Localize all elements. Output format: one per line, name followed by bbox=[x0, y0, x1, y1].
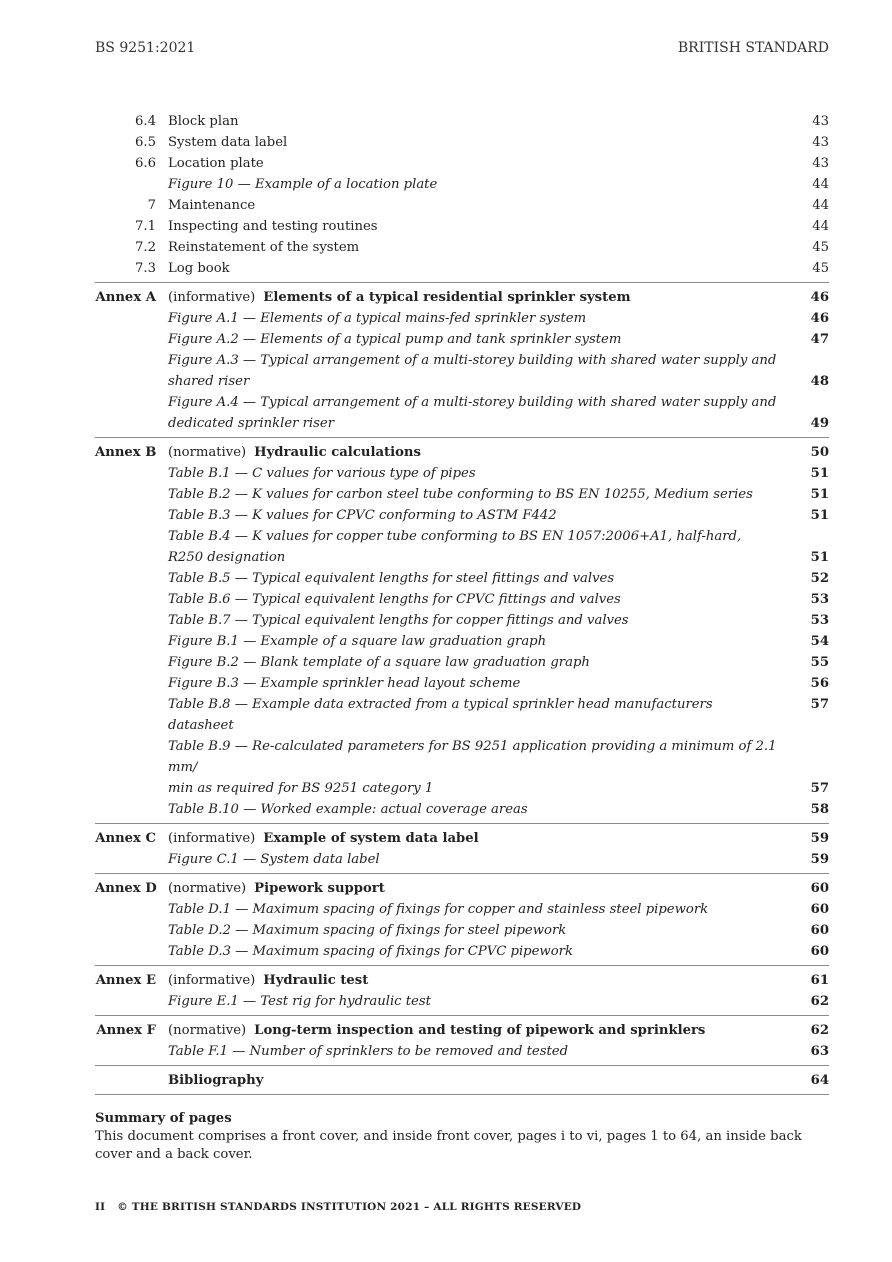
toc-entry-line-2[interactable] bbox=[95, 547, 829, 568]
entry-number bbox=[95, 174, 168, 195]
entry-title: Location plate bbox=[168, 156, 264, 171]
annex-kind: (normative) bbox=[168, 881, 247, 896]
entry-title: Table B.9 — Re-calculated parameters for BS 9251 application providing a minimum of 2.1 mm/ bbox=[168, 739, 777, 775]
entry-page: 48 bbox=[810, 374, 829, 389]
summary-heading: Summary of pages bbox=[95, 1111, 232, 1126]
entry-title: Table B.10 — Worked example: actual coverage areas bbox=[168, 802, 528, 817]
entry-title: Figure C.1 — System data label bbox=[168, 852, 380, 867]
annex-page: 50 bbox=[810, 445, 829, 460]
entry-title: Table B.8 — Example data extracted from a typical sprinkler head manufacturers datasheet bbox=[168, 697, 713, 733]
annex-title: Hydraulic test bbox=[263, 973, 369, 988]
toc-bibliography bbox=[95, 1066, 829, 1095]
annex-kind: (informative) bbox=[168, 831, 256, 846]
entry-number: 7.2 bbox=[135, 240, 156, 255]
entry-page: 60 bbox=[810, 902, 829, 917]
toc-entry[interactable] bbox=[95, 941, 829, 965]
entry-page: 63 bbox=[810, 1044, 829, 1059]
entry-number: 7.1 bbox=[135, 219, 156, 234]
toc-annex-heading[interactable] bbox=[95, 970, 829, 991]
entry-number: 6.5 bbox=[135, 135, 156, 150]
entry-title: Table B.2 — K values for carbon steel tube conforming to BS EN 10255, Medium series bbox=[168, 487, 753, 502]
toc-annex-heading[interactable] bbox=[95, 878, 829, 899]
entry-page: 58 bbox=[810, 802, 829, 817]
toc-entry[interactable] bbox=[95, 174, 829, 195]
entry-title: Table B.7 — Typical equivalent lengths for copper fittings and valves bbox=[168, 613, 629, 628]
summary-text: This document comprises a front cover, and inside front cover, pages i to vi, pages 1 to 64, an inside back cover and a back cover. bbox=[95, 1129, 802, 1162]
annex-label: Annex B bbox=[95, 445, 157, 460]
toc-entry[interactable] bbox=[95, 329, 829, 350]
annex-kind: (informative) bbox=[168, 290, 256, 305]
entry-page: 54 bbox=[810, 634, 829, 649]
annex-kind: (normative) bbox=[168, 1023, 247, 1038]
annex-label: Annex A bbox=[95, 290, 156, 305]
toc-entry-line-1[interactable] bbox=[95, 350, 829, 371]
toc-annex-heading[interactable] bbox=[95, 287, 829, 308]
toc-entry-line-1[interactable] bbox=[95, 526, 829, 547]
entry-title: Figure A.2 — Elements of a typical pump and tank sprinkler system bbox=[168, 332, 622, 347]
entry-page: 43 bbox=[812, 114, 829, 129]
entry-page: 55 bbox=[810, 655, 829, 670]
entry-page: 51 bbox=[810, 508, 829, 523]
entry-page: 44 bbox=[812, 219, 829, 234]
toc-annex-heading[interactable] bbox=[95, 828, 829, 849]
annex-label: Annex C bbox=[95, 831, 156, 846]
bibliography-title: Bibliography bbox=[168, 1073, 264, 1088]
toc-annex-b bbox=[95, 438, 829, 824]
entry-page: 47 bbox=[810, 332, 829, 347]
toc-entry[interactable] bbox=[95, 673, 829, 694]
annex-page: 61 bbox=[810, 973, 829, 988]
header-standard-number: BS 9251:2021 bbox=[95, 40, 196, 56]
toc-entry[interactable] bbox=[95, 631, 829, 652]
toc-entry[interactable] bbox=[95, 195, 829, 216]
entry-title-continued: R250 designation bbox=[168, 550, 286, 565]
toc-entry[interactable] bbox=[95, 799, 829, 823]
entry-title: Table D.2 — Maximum spacing of fixings for steel pipework bbox=[168, 923, 567, 938]
entry-title: Reinstatement of the system bbox=[168, 240, 360, 255]
toc-entry[interactable] bbox=[95, 132, 829, 153]
entry-page: 62 bbox=[810, 994, 829, 1009]
entry-title: Figure B.3 — Example sprinkler head layout scheme bbox=[168, 676, 521, 691]
toc-entry[interactable] bbox=[95, 463, 829, 484]
bibliography-page: 64 bbox=[810, 1073, 829, 1088]
annex-title: Long-term inspection and testing of pipework and sprinklers bbox=[254, 1023, 706, 1038]
entry-title: Figure 10 — Example of a location plate bbox=[168, 177, 438, 192]
annex-kind: (normative) bbox=[168, 445, 247, 460]
entry-title: Table D.1 — Maximum spacing of fixings for copper and stainless steel pipework bbox=[168, 902, 709, 917]
toc-entry[interactable] bbox=[95, 1041, 829, 1065]
toc-annex-f bbox=[95, 1016, 829, 1066]
toc-annex-heading[interactable] bbox=[95, 442, 829, 463]
entry-title: Table F.1 — Number of sprinklers to be removed and tested bbox=[168, 1044, 569, 1059]
toc-entry-line-2[interactable] bbox=[95, 778, 829, 799]
annex-kind: (informative) bbox=[168, 973, 256, 988]
toc-entry[interactable] bbox=[95, 258, 829, 279]
entry-page: 46 bbox=[810, 311, 829, 326]
entry-title: Table B.6 — Typical equivalent lengths for CPVC fittings and valves bbox=[168, 592, 621, 607]
toc-entry[interactable] bbox=[95, 610, 829, 631]
toc-entry[interactable] bbox=[95, 991, 829, 1015]
entry-page: 43 bbox=[812, 156, 829, 171]
toc-entry[interactable] bbox=[95, 484, 829, 505]
footer-page-number: II bbox=[95, 1201, 106, 1213]
toc-entry[interactable] bbox=[95, 568, 829, 589]
entry-page: 45 bbox=[812, 240, 829, 255]
entry-page: 60 bbox=[810, 944, 829, 959]
entry-page: 51 bbox=[810, 466, 829, 481]
toc-annex-e bbox=[95, 966, 829, 1016]
entry-number: 6.6 bbox=[135, 156, 156, 171]
entry-title: Table B.4 — K values for copper tube conforming to BS EN 1057:2006+A1, half-hard, bbox=[168, 529, 742, 544]
annex-label: Annex D bbox=[95, 881, 157, 896]
page-footer bbox=[95, 1201, 581, 1213]
entry-page: 57 bbox=[810, 697, 829, 712]
summary-of-pages bbox=[95, 1110, 835, 1164]
entry-title: Figure B.1 — Example of a square law graduation graph bbox=[168, 634, 547, 649]
entry-page: 45 bbox=[812, 261, 829, 276]
toc-entry[interactable] bbox=[95, 216, 829, 237]
entry-title-continued: min as required for BS 9251 category 1 bbox=[168, 781, 434, 796]
entry-title: Maintenance bbox=[168, 198, 256, 213]
entry-page: 49 bbox=[810, 416, 829, 431]
entry-title: Table B.1 — C values for various type of pipes bbox=[168, 466, 476, 481]
toc-bibliography-entry[interactable] bbox=[95, 1070, 829, 1094]
table-of-contents bbox=[95, 111, 829, 1095]
header-publisher: BRITISH STANDARD bbox=[677, 40, 829, 56]
annex-page: 60 bbox=[810, 881, 829, 896]
entry-page: 59 bbox=[810, 852, 829, 867]
entry-title-continued: dedicated sprinkler riser bbox=[168, 416, 335, 431]
entry-number: 7.3 bbox=[135, 261, 156, 276]
toc-entry-line-1[interactable] bbox=[95, 736, 829, 778]
annex-title: Elements of a typical residential sprinkler system bbox=[263, 290, 631, 305]
toc-entry[interactable] bbox=[95, 153, 829, 174]
toc-entry[interactable] bbox=[95, 237, 829, 258]
annex-label: Annex E bbox=[95, 973, 156, 988]
entry-title: Table B.3 — K values for CPVC conforming to ASTM F442 bbox=[168, 508, 557, 523]
toc-entry[interactable] bbox=[95, 308, 829, 329]
toc-annex-heading[interactable] bbox=[95, 1020, 829, 1041]
toc-entry-line-2[interactable] bbox=[95, 413, 829, 437]
entry-page: 51 bbox=[810, 550, 829, 565]
entry-page: 57 bbox=[810, 781, 829, 796]
entry-page: 53 bbox=[810, 592, 829, 607]
entry-page: 44 bbox=[812, 177, 829, 192]
entry-title: Log book bbox=[168, 261, 230, 276]
annex-title: Example of system data label bbox=[263, 831, 479, 846]
annex-page: 62 bbox=[810, 1023, 829, 1038]
toc-section-6-7 bbox=[95, 111, 829, 283]
annex-page: 46 bbox=[810, 290, 829, 305]
entry-title: Figure A.1 — Elements of a typical mains-fed sprinkler system bbox=[168, 311, 587, 326]
toc-entry[interactable] bbox=[95, 589, 829, 610]
toc-entry[interactable] bbox=[95, 652, 829, 673]
toc-entry[interactable] bbox=[95, 920, 829, 941]
toc-annex-a bbox=[95, 283, 829, 438]
annex-page: 59 bbox=[810, 831, 829, 846]
entry-title: Inspecting and testing routines bbox=[168, 219, 378, 234]
toc-entry-line-1[interactable] bbox=[95, 392, 829, 413]
footer-copyright: © THE BRITISH STANDARDS INSTITUTION 2021 – ALL RIGHTS RESERVED bbox=[117, 1201, 582, 1213]
toc-annex-d bbox=[95, 874, 829, 966]
entry-title: Table B.5 — Typical equivalent lengths for steel fittings and valves bbox=[168, 571, 615, 586]
entry-title-continued: shared riser bbox=[168, 374, 250, 389]
entry-title: Figure A.3 — Typical arrangement of a multi-storey building with shared water supply and bbox=[168, 353, 777, 368]
entry-page: 52 bbox=[810, 571, 829, 586]
entry-page: 44 bbox=[812, 198, 829, 213]
entry-title: Figure A.4 — Typical arrangement of a multi-storey building with shared water supply and bbox=[168, 395, 777, 410]
entry-page: 60 bbox=[810, 923, 829, 938]
toc-entry[interactable] bbox=[95, 849, 829, 873]
annex-title: Pipework support bbox=[254, 881, 385, 896]
toc-entry[interactable] bbox=[95, 899, 829, 920]
toc-entry-line-2[interactable] bbox=[95, 371, 829, 392]
entry-page: 56 bbox=[810, 676, 829, 691]
entry-number: 6.4 bbox=[135, 114, 156, 129]
entry-number: 7 bbox=[147, 198, 156, 213]
entry-page: 51 bbox=[810, 487, 829, 502]
entry-title: Figure B.2 — Blank template of a square law graduation graph bbox=[168, 655, 590, 670]
entry-title: System data label bbox=[168, 135, 288, 150]
entry-title: Block plan bbox=[168, 114, 239, 129]
toc-entry[interactable] bbox=[95, 505, 829, 526]
running-header bbox=[95, 40, 829, 56]
toc-annex-c bbox=[95, 824, 829, 874]
entry-page: 53 bbox=[810, 613, 829, 628]
entry-title: Figure E.1 — Test rig for hydraulic test bbox=[168, 994, 431, 1009]
toc-entry[interactable] bbox=[95, 111, 829, 132]
entry-title: Table D.3 — Maximum spacing of fixings for CPVC pipework bbox=[168, 944, 573, 959]
annex-label: Annex F bbox=[96, 1023, 156, 1038]
toc-entry[interactable] bbox=[95, 694, 829, 736]
entry-page: 43 bbox=[812, 135, 829, 150]
annex-title: Hydraulic calculations bbox=[254, 445, 421, 460]
